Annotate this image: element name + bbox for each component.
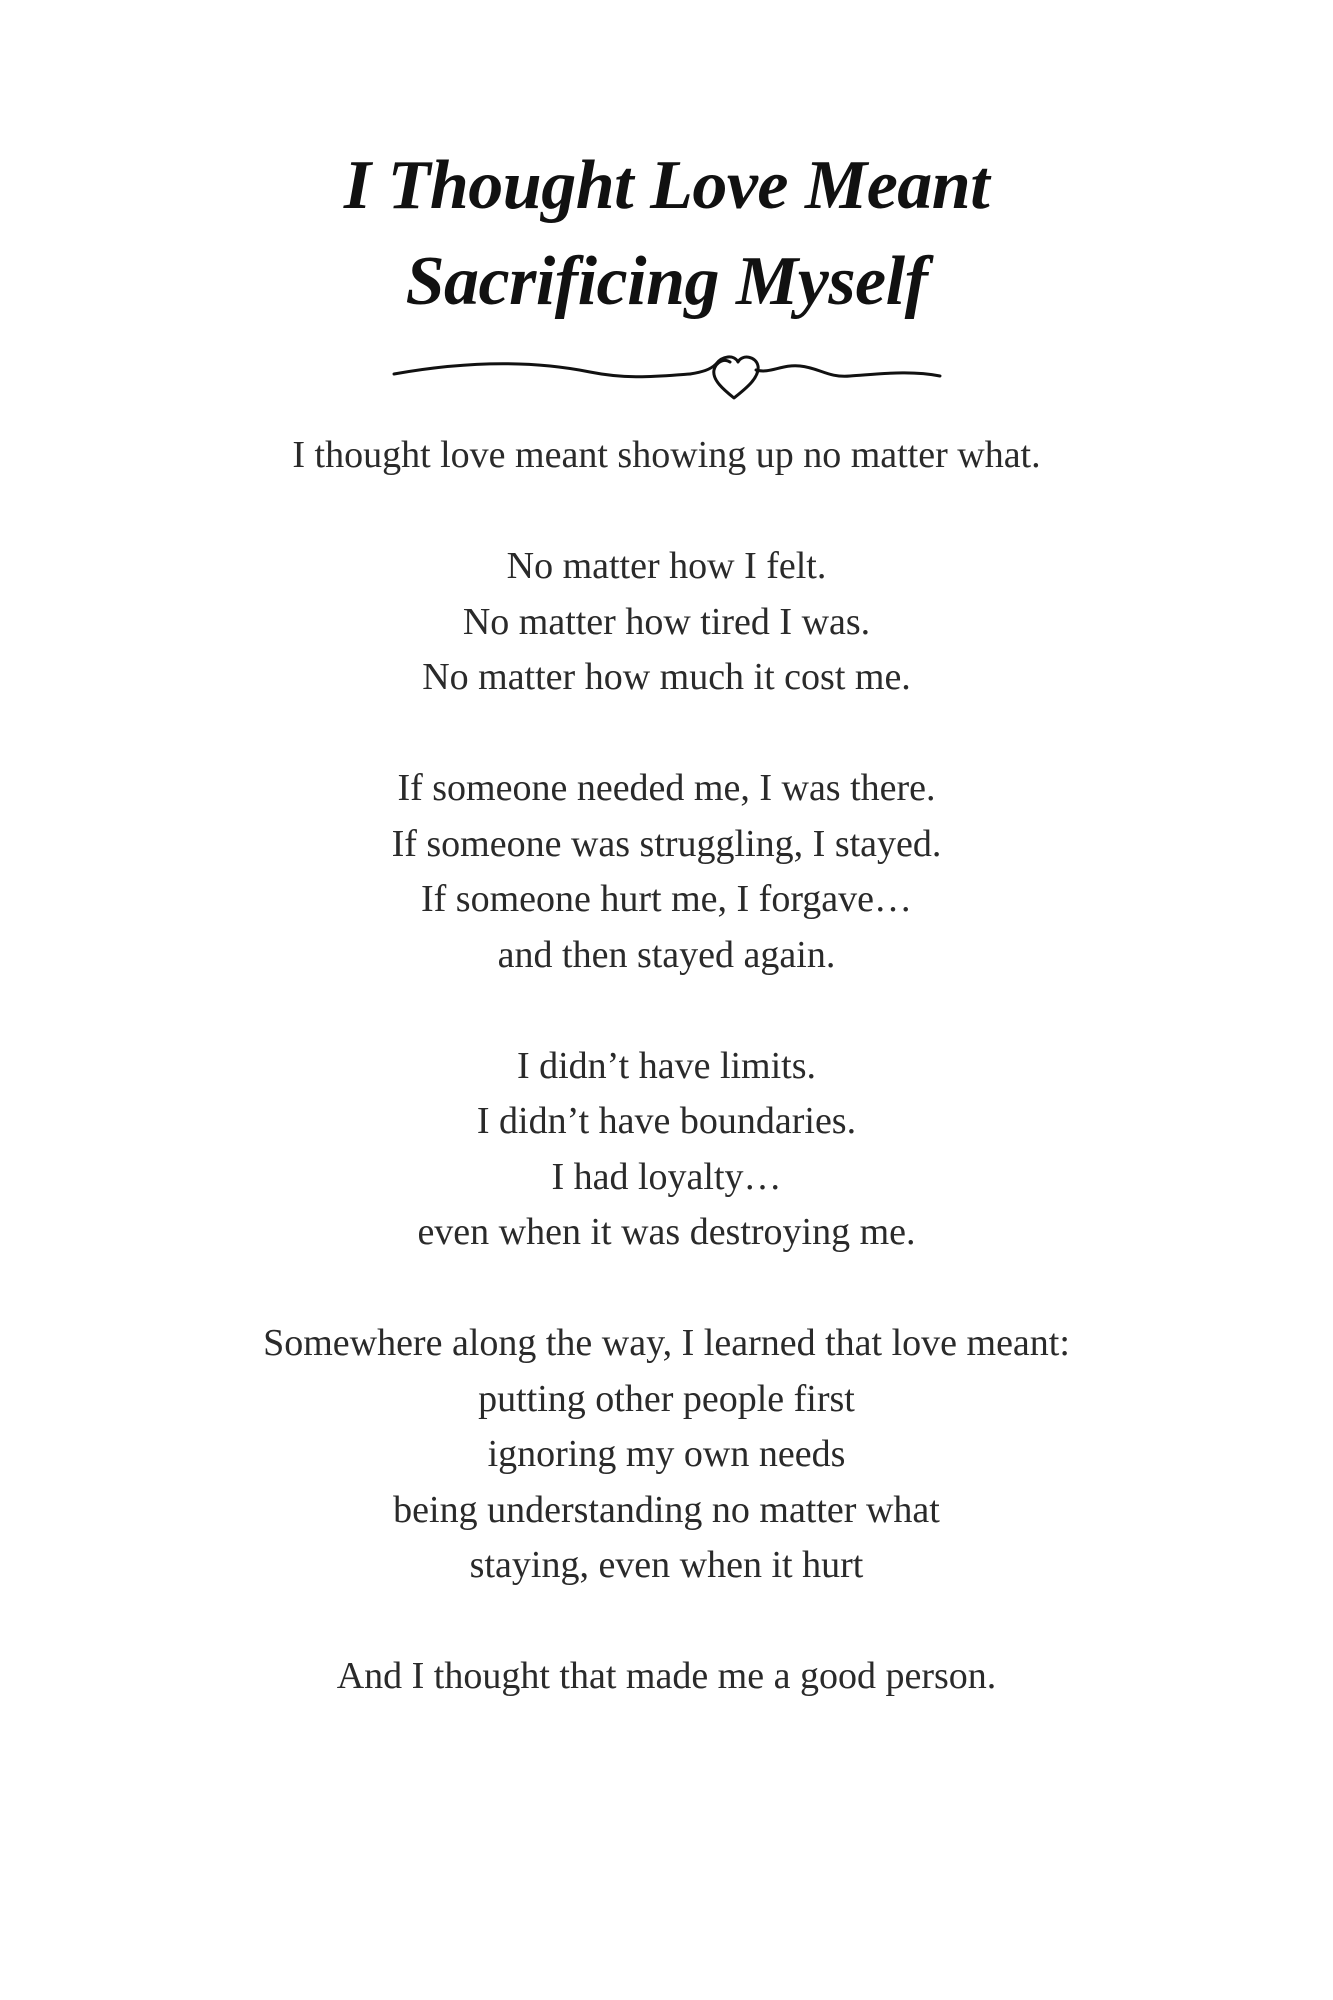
title-line-1: I Thought Love Meant <box>343 147 990 224</box>
poem-line: I had loyalty… <box>551 1155 782 1198</box>
stanza-1 <box>0 428 1333 484</box>
poem-line: And I thought that made me a good person. <box>336 1655 997 1697</box>
poem-line: and then stayed again. <box>497 933 836 976</box>
heart-flourish-icon <box>390 350 943 410</box>
poem-line: ignoring my own needs <box>487 1433 846 1475</box>
poem-line: No matter how much it cost me. <box>422 656 911 698</box>
stanza-5 <box>0 1316 1333 1594</box>
poem-line: If someone needed me, I was there. <box>397 767 936 809</box>
poem-line: No matter how tired I was. <box>462 600 871 643</box>
poem-line: being understanding no matter what <box>393 1488 940 1531</box>
stanza-6 <box>0 1649 1333 1705</box>
poem-line: Somewhere along the way, I learned that love meant: <box>263 1322 1070 1364</box>
poem-line: putting other people first <box>478 1377 855 1420</box>
title-line-2: Sacrificing Myself <box>405 243 928 320</box>
poem-line: I didn’t have boundaries. <box>476 1100 857 1142</box>
stanza-2 <box>0 539 1333 706</box>
poem-line: I thought love meant showing up no matter what. <box>292 434 1041 476</box>
poem-line: If someone was struggling, I stayed. <box>391 822 942 865</box>
stanza-3 <box>0 761 1333 983</box>
poem-line: If someone hurt me, I forgave… <box>420 878 913 920</box>
poem-line: I didn’t have limits. <box>516 1044 817 1087</box>
poem-line: staying, even when it hurt <box>469 1544 864 1586</box>
poem-body <box>0 428 1333 1760</box>
stanza-4 <box>0 1039 1333 1261</box>
poem-line: even when it was destroying me. <box>417 1211 916 1253</box>
poem-line: No matter how I felt. <box>506 545 827 587</box>
page-title <box>0 138 1333 330</box>
